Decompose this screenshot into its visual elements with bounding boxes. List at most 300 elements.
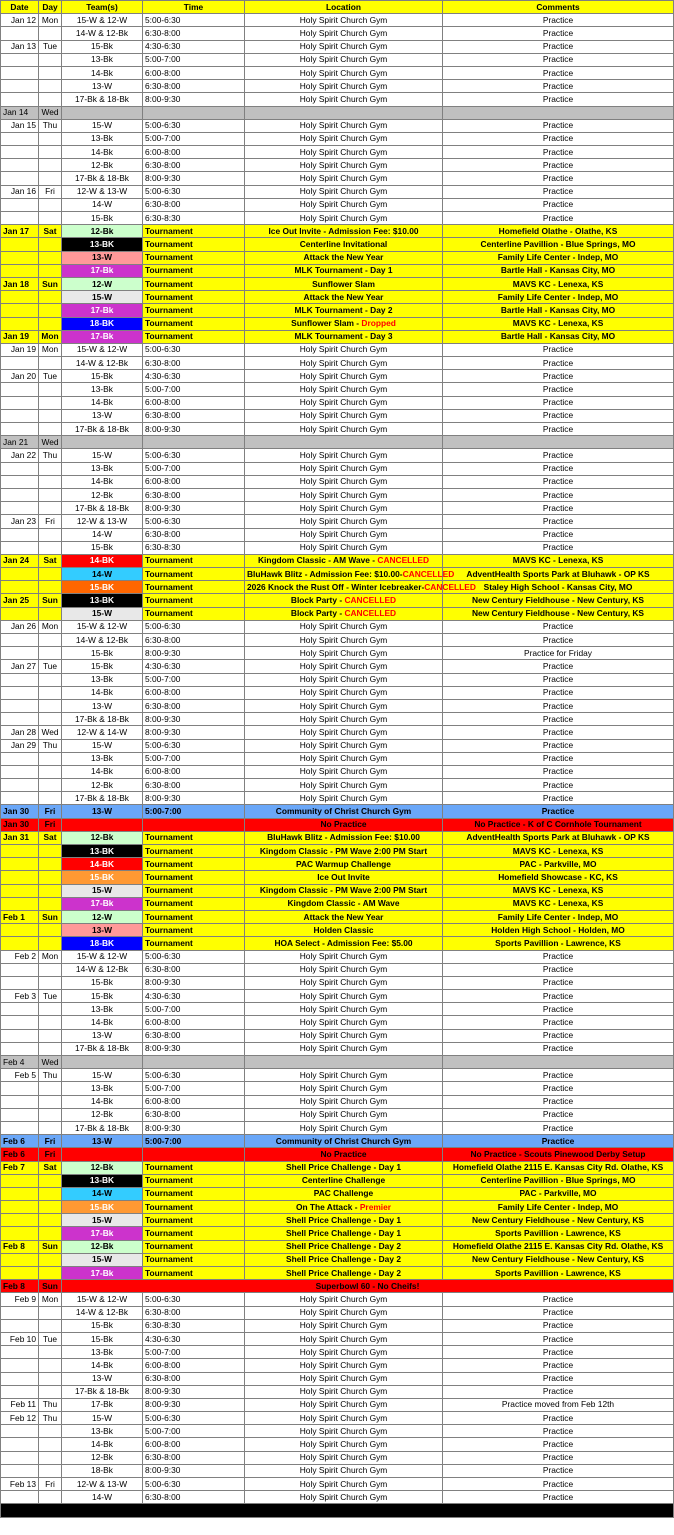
comment-cell: [443, 1451, 674, 1464]
cell-text: No Practice: [320, 1148, 367, 1159]
comment-cell: [443, 1029, 674, 1042]
day-cell: [39, 1398, 62, 1411]
cell-text: Holy Spirit Church Gym: [299, 1412, 388, 1423]
time-cell: [143, 291, 245, 304]
date-cell: [1, 409, 39, 422]
comment-cell: [443, 277, 674, 290]
cell-text: Attack the New Year: [303, 911, 384, 922]
cell-text: 8:00-9:30: [145, 93, 181, 104]
cell-text: 14-Bk: [91, 1439, 113, 1450]
day-cell: [39, 1267, 62, 1280]
cell-text: 12-W & 14-W: [76, 726, 128, 737]
cell-text: Holy Spirit Church Gym: [299, 1096, 388, 1107]
date-cell: [1, 1398, 39, 1411]
cell-text: Holy Spirit Church Gym: [299, 14, 388, 25]
time-cell: [143, 990, 245, 1003]
location-cell: [245, 53, 443, 66]
cell-text: 17-Bk & 18-Bk: [75, 502, 129, 513]
day-cell: [39, 752, 62, 765]
team-badge: [62, 924, 143, 937]
cell-text: 14-W: [91, 529, 112, 540]
cell-text: Tournament: [145, 304, 193, 315]
cell-text: 14-Bk: [91, 1359, 113, 1370]
cell-text: Wed: [41, 436, 59, 447]
day-cell: [39, 647, 62, 660]
time-cell: [143, 370, 245, 383]
cell-text: Practice: [542, 740, 574, 751]
cell-text: 12-Bk: [91, 1109, 113, 1120]
date-cell: [1, 884, 39, 897]
cell-text: Mon: [41, 951, 59, 962]
cell-text: Wed: [41, 107, 59, 118]
time-cell: [143, 53, 245, 66]
cell-text: Holy Spirit Church Gym: [299, 1003, 388, 1014]
cell-text: 14-Bk: [91, 397, 113, 408]
practice-row: [1, 198, 674, 211]
cell-text: Jan 28: [10, 726, 36, 737]
location-cell: [245, 634, 443, 647]
cell-text: 5:00-6:30: [145, 1293, 181, 1304]
cell-text: Practice: [542, 726, 574, 737]
date-cell: [1, 726, 39, 739]
team-cell: [62, 1121, 143, 1134]
comment-cell: [443, 212, 674, 225]
date-cell: [1, 1121, 39, 1134]
day-cell: [39, 172, 62, 185]
practice-row: [1, 699, 674, 712]
tournament-row: [1, 937, 674, 950]
day-cell: [39, 607, 62, 620]
day-cell: [39, 93, 62, 106]
cell-text: Tournament: [145, 885, 193, 896]
cell-text: Holy Spirit Church Gym: [299, 1122, 388, 1133]
cell-text: 6:30-8:30: [145, 1320, 181, 1331]
day-cell: [39, 1412, 62, 1425]
team-cell: [62, 541, 143, 554]
comment-cell: [443, 673, 674, 686]
tournament-row: [1, 831, 674, 844]
cell-text: Fri: [45, 515, 55, 526]
location-cell: [245, 1253, 443, 1266]
comment-cell: [443, 1491, 674, 1504]
comment-cell: [443, 502, 674, 515]
comment-cell: [443, 910, 674, 923]
day-cell: [39, 581, 62, 594]
cell-text: 13-BK: [89, 238, 115, 249]
cell-text: 17-Bk: [90, 265, 114, 276]
cell-text: 5:00-6:30: [145, 14, 181, 25]
date-cell: [1, 93, 39, 106]
comment-cell: [443, 159, 674, 172]
date-cell: [1, 950, 39, 963]
cell-text: Kingdom Classic - AM Wave -: [257, 555, 378, 566]
cell-text: 8:00-9:30: [145, 1043, 181, 1054]
comment-cell: [443, 343, 674, 356]
tournament-row: [1, 607, 674, 620]
date-cell: [1, 106, 39, 119]
status-flag: Dropped: [361, 318, 396, 329]
team-cell: [62, 357, 143, 370]
cell-text: Practice: [542, 146, 574, 157]
cell-text: 5:00-7:00: [145, 54, 181, 65]
comment-cell: [443, 423, 674, 436]
cell-text: Holy Spirit Church Gym: [299, 740, 388, 751]
cell-text: Practice: [541, 806, 575, 817]
cell-text: Tournament: [145, 1201, 193, 1212]
cell-text: Holy Spirit Church Gym: [299, 1373, 388, 1384]
cell-text: Jan 25: [3, 595, 30, 606]
practice-row: [1, 409, 674, 422]
cell-text: Holy Spirit Church Gym: [299, 489, 388, 500]
comment-cell: [443, 357, 674, 370]
header-day: Day: [39, 1, 62, 14]
day-cell: [39, 765, 62, 778]
cell-text: Holy Spirit Church Gym: [299, 370, 388, 381]
comment-cell: [443, 119, 674, 132]
team-cell: [62, 765, 143, 778]
day-cell: [39, 462, 62, 475]
cell-text: 15-W & 12-W: [76, 951, 128, 962]
team-cell: [62, 1438, 143, 1451]
cell-text: Jan 30: [3, 819, 30, 830]
cell-text: Practice: [542, 779, 574, 790]
date-cell: [1, 343, 39, 356]
team-badge: [62, 1187, 143, 1200]
team-cell: [62, 1095, 143, 1108]
cell-text: Practice: [542, 67, 574, 78]
cell-text: Feb 11: [10, 1399, 36, 1410]
team-cell: [62, 1042, 143, 1055]
cell-text: Holy Spirit Church Gym: [299, 173, 388, 184]
location-cell: [245, 1108, 443, 1121]
cell-text: Practice: [542, 1017, 574, 1028]
team-cell: [62, 449, 143, 462]
tournament-row: [1, 1214, 674, 1227]
cell-text: 5:00-7:00: [145, 1082, 181, 1093]
time-cell: [143, 277, 245, 290]
cell-text: Tue: [42, 660, 58, 671]
cell-text: 5:00-6:30: [145, 621, 181, 632]
cell-text: 12-W & 13-W: [76, 1478, 128, 1489]
comment-cell: [443, 462, 674, 475]
team-cell: [62, 475, 143, 488]
date-cell: [1, 330, 39, 343]
time-cell: [143, 1148, 245, 1161]
team-cell: [62, 647, 143, 660]
location-cell: [245, 884, 443, 897]
cell-text: Holy Spirit Church Gym: [299, 120, 388, 131]
time-cell: [143, 607, 245, 620]
team-badge: [62, 581, 143, 594]
cell-text: 14-W & 12-Bk: [75, 964, 129, 975]
cell-text: Practice: [542, 423, 574, 434]
cell-text: MAVS KC - Lenexa, KS: [512, 278, 604, 289]
cell-text: Holy Spirit Church Gym: [299, 964, 388, 975]
cell-text: Practice: [542, 1320, 574, 1331]
cell-text: 15-W: [91, 885, 112, 896]
location-cell: [245, 1029, 443, 1042]
cell-text: 8:00-9:30: [145, 1399, 181, 1410]
cell-text: 14-Bk: [91, 67, 113, 78]
location-cell: [245, 66, 443, 79]
location-cell: [245, 225, 443, 238]
date-cell: [1, 159, 39, 172]
time-cell: [143, 1359, 245, 1372]
status-flag: CANCELLED: [424, 581, 476, 592]
cell-text: 13-BK: [89, 845, 115, 856]
tournament-row: [1, 924, 674, 937]
comment-cell: [443, 1201, 674, 1214]
day-cell: [39, 660, 62, 673]
cell-text: 5:00-6:30: [145, 1478, 181, 1489]
comment-cell: [443, 1372, 674, 1385]
comment-cell: [443, 14, 674, 27]
location-cell: [245, 871, 443, 884]
day-cell: [39, 1135, 62, 1148]
cell-text: Tournament: [145, 568, 193, 579]
cell-text: Fri: [44, 1135, 56, 1146]
comment-cell: [443, 1240, 674, 1253]
tournament-row: [1, 264, 674, 277]
tournament-row: [1, 330, 674, 343]
practice-row: [1, 132, 674, 145]
cell-text: Practice: [542, 634, 574, 645]
date-cell: [1, 185, 39, 198]
date-cell: [1, 423, 39, 436]
team-badge: [62, 1161, 143, 1174]
time-cell: [143, 1332, 245, 1345]
team-cell: [62, 1332, 143, 1345]
date-cell: [1, 14, 39, 27]
more-pending-note: More Pending: [1, 1504, 674, 1517]
date-cell: [1, 937, 39, 950]
comment-cell: [443, 1148, 674, 1161]
comment-cell: [443, 409, 674, 422]
day-cell: [39, 1253, 62, 1266]
cell-text: Practice: [542, 1096, 574, 1107]
cell-text: Tournament: [145, 1228, 193, 1239]
time-cell: [143, 1372, 245, 1385]
location-cell: [245, 449, 443, 462]
comment-cell: [443, 66, 674, 79]
cell-text: 13-Bk: [91, 463, 113, 474]
date-cell: [1, 792, 39, 805]
cell-text: Tue: [42, 990, 58, 1001]
date-cell: [1, 1082, 39, 1095]
team-cell: [62, 699, 143, 712]
practice-row: [1, 66, 674, 79]
location-cell: [245, 765, 443, 778]
location-cell: [245, 462, 443, 475]
cell-text: 15-Bk: [91, 1320, 113, 1331]
cell-text: 14-W & 12-Bk: [75, 634, 129, 645]
date-cell: [1, 251, 39, 264]
date-cell: [1, 1478, 39, 1491]
day-cell: [39, 1438, 62, 1451]
cell-text: 5:00-7:00: [145, 1003, 181, 1014]
header-row: [1, 1, 674, 14]
team-cell: [62, 185, 143, 198]
time-cell: [143, 910, 245, 923]
time-cell: [143, 317, 245, 330]
cell-text: 6:30-8:00: [145, 1307, 181, 1318]
team-cell: [62, 370, 143, 383]
cell-text: 14-Bk: [91, 476, 113, 487]
team-cell: [62, 462, 143, 475]
time-cell: [143, 884, 245, 897]
day-cell: [39, 1148, 62, 1161]
comment-cell: [443, 831, 674, 844]
day-cell: [39, 1095, 62, 1108]
cell-text: Homefield Olathe 2115 E. Kansas City Rd. Olathe, KS: [452, 1162, 664, 1173]
cell-text: Community of Christ Church Gym: [275, 806, 412, 817]
practice-row: [1, 53, 674, 66]
tournament-row: [1, 1201, 674, 1214]
cell-text: Fri: [45, 186, 55, 197]
day-cell: [39, 845, 62, 858]
team-badge: [62, 238, 143, 251]
team-cell: [62, 409, 143, 422]
location-cell: [245, 14, 443, 27]
cell-text: Family Life Center - Indep, MO: [497, 911, 619, 922]
cell-text: Homefield Olathe - Olathe, KS: [498, 225, 618, 236]
cell-text: 14-Bk: [91, 766, 113, 777]
cell-text: Sunflower Slam: [312, 278, 375, 289]
cell-text: HOA Select - Admission Fee: $5.00: [274, 937, 413, 948]
day-cell: [39, 699, 62, 712]
time-cell: [143, 1187, 245, 1200]
day-cell: [39, 1056, 62, 1069]
date-cell: [1, 502, 39, 515]
cell-text: Practice: [542, 41, 574, 52]
comment-cell: [443, 620, 674, 633]
location-cell: [245, 1359, 443, 1372]
tournament-row: [1, 1187, 674, 1200]
cell-text: 12-W & 13-W: [76, 186, 128, 197]
tournament-row: [1, 1227, 674, 1240]
day-cell: [39, 1108, 62, 1121]
cell-text: Tournament: [145, 845, 193, 856]
location-cell: [245, 1056, 443, 1069]
date-cell: [1, 396, 39, 409]
practice-row: [1, 159, 674, 172]
cell-text: BluHawk Blitz - Admission Fee: $10.00: [267, 832, 420, 843]
team-cell: [62, 976, 143, 989]
team-cell: [62, 1293, 143, 1306]
time-cell: [143, 831, 245, 844]
cell-text: Holy Spirit Church Gym: [299, 463, 388, 474]
cell-text: Practice: [542, 621, 574, 632]
cell-text: Holy Spirit Church Gym: [299, 357, 388, 368]
date-cell: [1, 383, 39, 396]
cell-text: Tournament: [145, 1214, 193, 1225]
date-cell: [1, 581, 39, 594]
cell-text: Community of Christ Church Gym: [275, 1135, 412, 1146]
cell-text: 13-W: [91, 252, 112, 263]
comment-cell: [443, 1003, 674, 1016]
changed-practice-row: [1, 976, 674, 989]
cell-text: Holy Spirit Church Gym: [299, 977, 388, 988]
practice-row: [1, 1478, 674, 1491]
date-cell: [1, 80, 39, 93]
cell-text: Bartle Hall - Kansas City, MO: [500, 265, 616, 276]
cell-text: Feb 10: [9, 1333, 36, 1344]
practice-row: [1, 1306, 674, 1319]
team-badge: [62, 871, 143, 884]
day-cell: [39, 1240, 62, 1253]
tournament-row: [1, 1161, 674, 1174]
location-cell: [245, 673, 443, 686]
cell-text: Ice Out Invite: [317, 871, 370, 882]
time-cell: [143, 568, 245, 581]
team-badge: [62, 607, 143, 620]
practice-row: [1, 488, 674, 501]
team-cell: [62, 14, 143, 27]
changed-practice-row: [1, 726, 674, 739]
practice-row: [1, 765, 674, 778]
cell-text: Jan 19: [10, 344, 36, 355]
cell-text: 13-Bk: [91, 133, 113, 144]
cell-text: Sun: [42, 1280, 58, 1291]
cell-text: 15-W: [91, 1412, 112, 1423]
practice-row: [1, 172, 674, 185]
date-cell: [1, 1253, 39, 1266]
day-cell: [39, 53, 62, 66]
cell-text: Practice: [541, 1135, 575, 1146]
location-cell: [245, 1385, 443, 1398]
cell-text: Practice: [542, 1346, 574, 1357]
cell-text: 13-W: [91, 80, 112, 91]
time-cell: [143, 119, 245, 132]
comment-cell: [443, 1135, 674, 1148]
date-cell: [1, 1293, 39, 1306]
cell-text: No Practice - K of C Cornhole Tournament: [474, 819, 642, 830]
time-cell: [143, 1227, 245, 1240]
cell-text: Practice: [542, 1003, 574, 1014]
cell-text: Jan 29: [10, 740, 36, 751]
cell-text: Tournament: [145, 331, 193, 342]
time-cell: [143, 93, 245, 106]
team-cell: [62, 1346, 143, 1359]
time-cell: [143, 699, 245, 712]
time-cell: [143, 1267, 245, 1280]
cell-text: Practice: [542, 674, 574, 685]
team-cell: [62, 634, 143, 647]
comment-cell: [443, 541, 674, 554]
cell-text: 8:00-9:30: [145, 792, 181, 803]
date-cell: [1, 212, 39, 225]
cell-text: Holy Spirit Church Gym: [299, 792, 388, 803]
cell-text: PAC Warmup Challenge: [296, 858, 391, 869]
cell-text: Practice: [542, 1412, 574, 1423]
cell-text: Holy Spirit Church Gym: [299, 449, 388, 460]
comment-cell: [443, 264, 674, 277]
comment-cell: [443, 713, 674, 726]
cell-text: 6:30-8:00: [145, 1373, 181, 1384]
date-cell: [1, 436, 39, 449]
time-cell: [143, 937, 245, 950]
cell-text: Tournament: [145, 1188, 193, 1199]
location-cell: [245, 831, 443, 844]
cell-text: 13-W: [91, 806, 112, 817]
day-cell: [39, 357, 62, 370]
cell-text: 6:30-8:00: [145, 489, 181, 500]
team-cell: [62, 673, 143, 686]
day-cell: [39, 409, 62, 422]
day-cell: [39, 343, 62, 356]
cell-text: Holy Spirit Church Gym: [299, 1478, 388, 1489]
date-cell: [1, 370, 39, 383]
